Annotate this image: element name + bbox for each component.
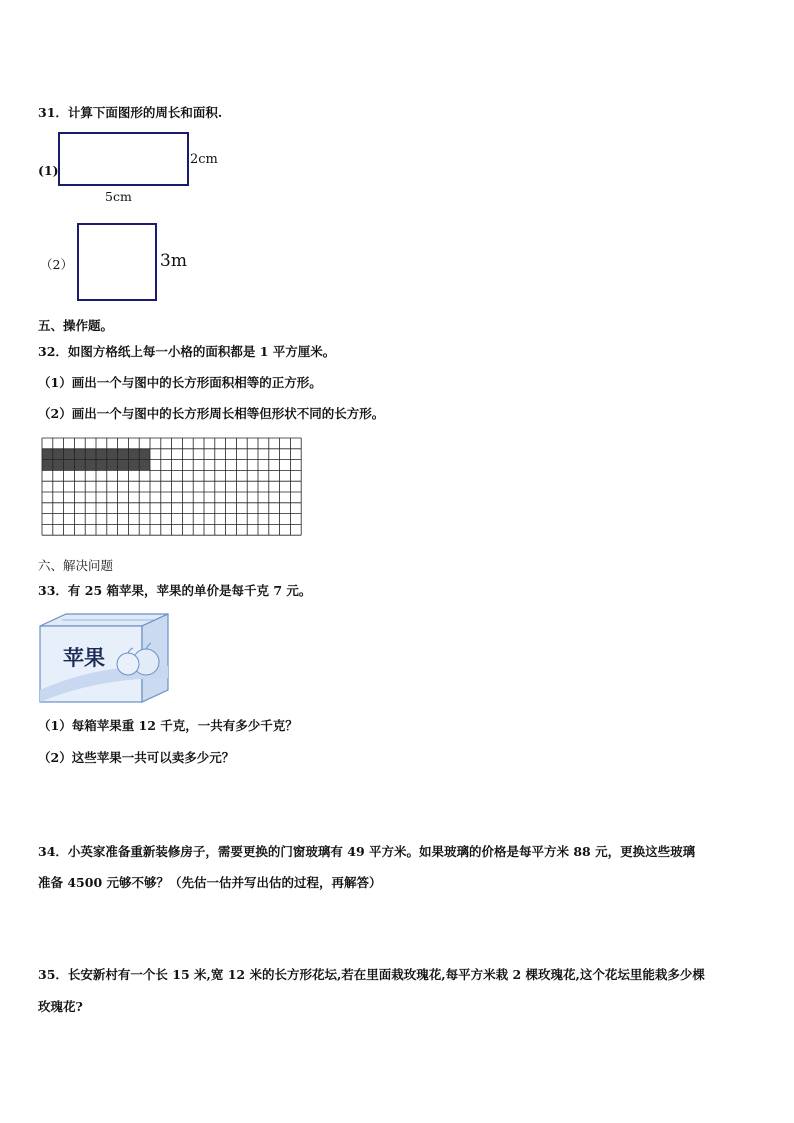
q32-sub1: （1）画出一个与图中的长方形面积相等的正方形。: [38, 375, 322, 390]
shaded-cell: [53, 460, 64, 471]
q32-sub2: （2）画出一个与图中的长方形周长相等但形状不同的长方形。: [38, 406, 385, 421]
shaded-cell: [139, 449, 150, 460]
shaded-cell: [107, 449, 118, 460]
q34-line2: 准备 4500 元够不够？（先估一估并写出估的过程，再解答）: [38, 875, 382, 890]
square-side-label: 3m: [160, 251, 187, 271]
section6-heading: 六、解决问题: [38, 558, 114, 573]
q31-title: 31．计算下面图形的周长和面积.: [38, 105, 223, 120]
shaded-cell: [53, 449, 64, 460]
shaded-cell: [74, 460, 85, 471]
box-label: 苹果: [63, 646, 105, 670]
rectangle-figure: [58, 132, 189, 186]
shaded-cell: [42, 449, 53, 460]
grid-paper: [41, 437, 305, 545]
shaded-cell: [118, 449, 129, 460]
q33-title: 33．有 25 箱苹果，苹果的单价是每千克 7 元。: [38, 583, 312, 598]
q35-line1: 35．长安新村有一个长 15 米,宽 12 米的长方形花坛,若在里面栽玫瑰花,每平方米栽 2 棵玫瑰花,这个花坛里能栽多少棵: [38, 967, 705, 982]
shaded-cell: [64, 449, 75, 460]
shaded-cell: [128, 460, 139, 471]
shaded-cell: [64, 460, 75, 471]
q33-sub1: （1）每箱苹果重 12 千克，一共有多少千克？: [38, 718, 298, 733]
rectangle-width-label: 5cm: [105, 189, 132, 204]
section5-heading: 五、操作题。: [38, 318, 114, 333]
shaded-cell: [85, 449, 96, 460]
apple-box-illustration: [38, 612, 170, 704]
q32-title: 32．如图方格纸上每一小格的面积都是 1 平方厘米。: [38, 344, 336, 359]
shaded-cell: [85, 460, 96, 471]
q34-line1: 34．小英家准备重新装修房子，需要更换的门窗玻璃有 49 平方米。如果玻璃的价格是每平方米 88 元，更换这些玻璃: [38, 844, 696, 859]
q33-sub2: （2）这些苹果一共可以卖多少元？: [38, 750, 235, 765]
shaded-cell: [139, 460, 150, 471]
shaded-cell: [96, 449, 107, 460]
rectangle-height-label: 2cm: [190, 152, 218, 167]
shaded-cell: [128, 449, 139, 460]
square-figure: [77, 223, 157, 301]
figure1-label: (1): [38, 163, 59, 178]
shaded-cell: [118, 460, 129, 471]
shaded-cell: [42, 460, 53, 471]
figure2-label: （2）: [40, 257, 73, 272]
q35-line2: 玫瑰花?: [38, 999, 83, 1014]
shaded-cell: [74, 449, 85, 460]
shaded-cell: [96, 460, 107, 471]
shaded-cell: [107, 460, 118, 471]
